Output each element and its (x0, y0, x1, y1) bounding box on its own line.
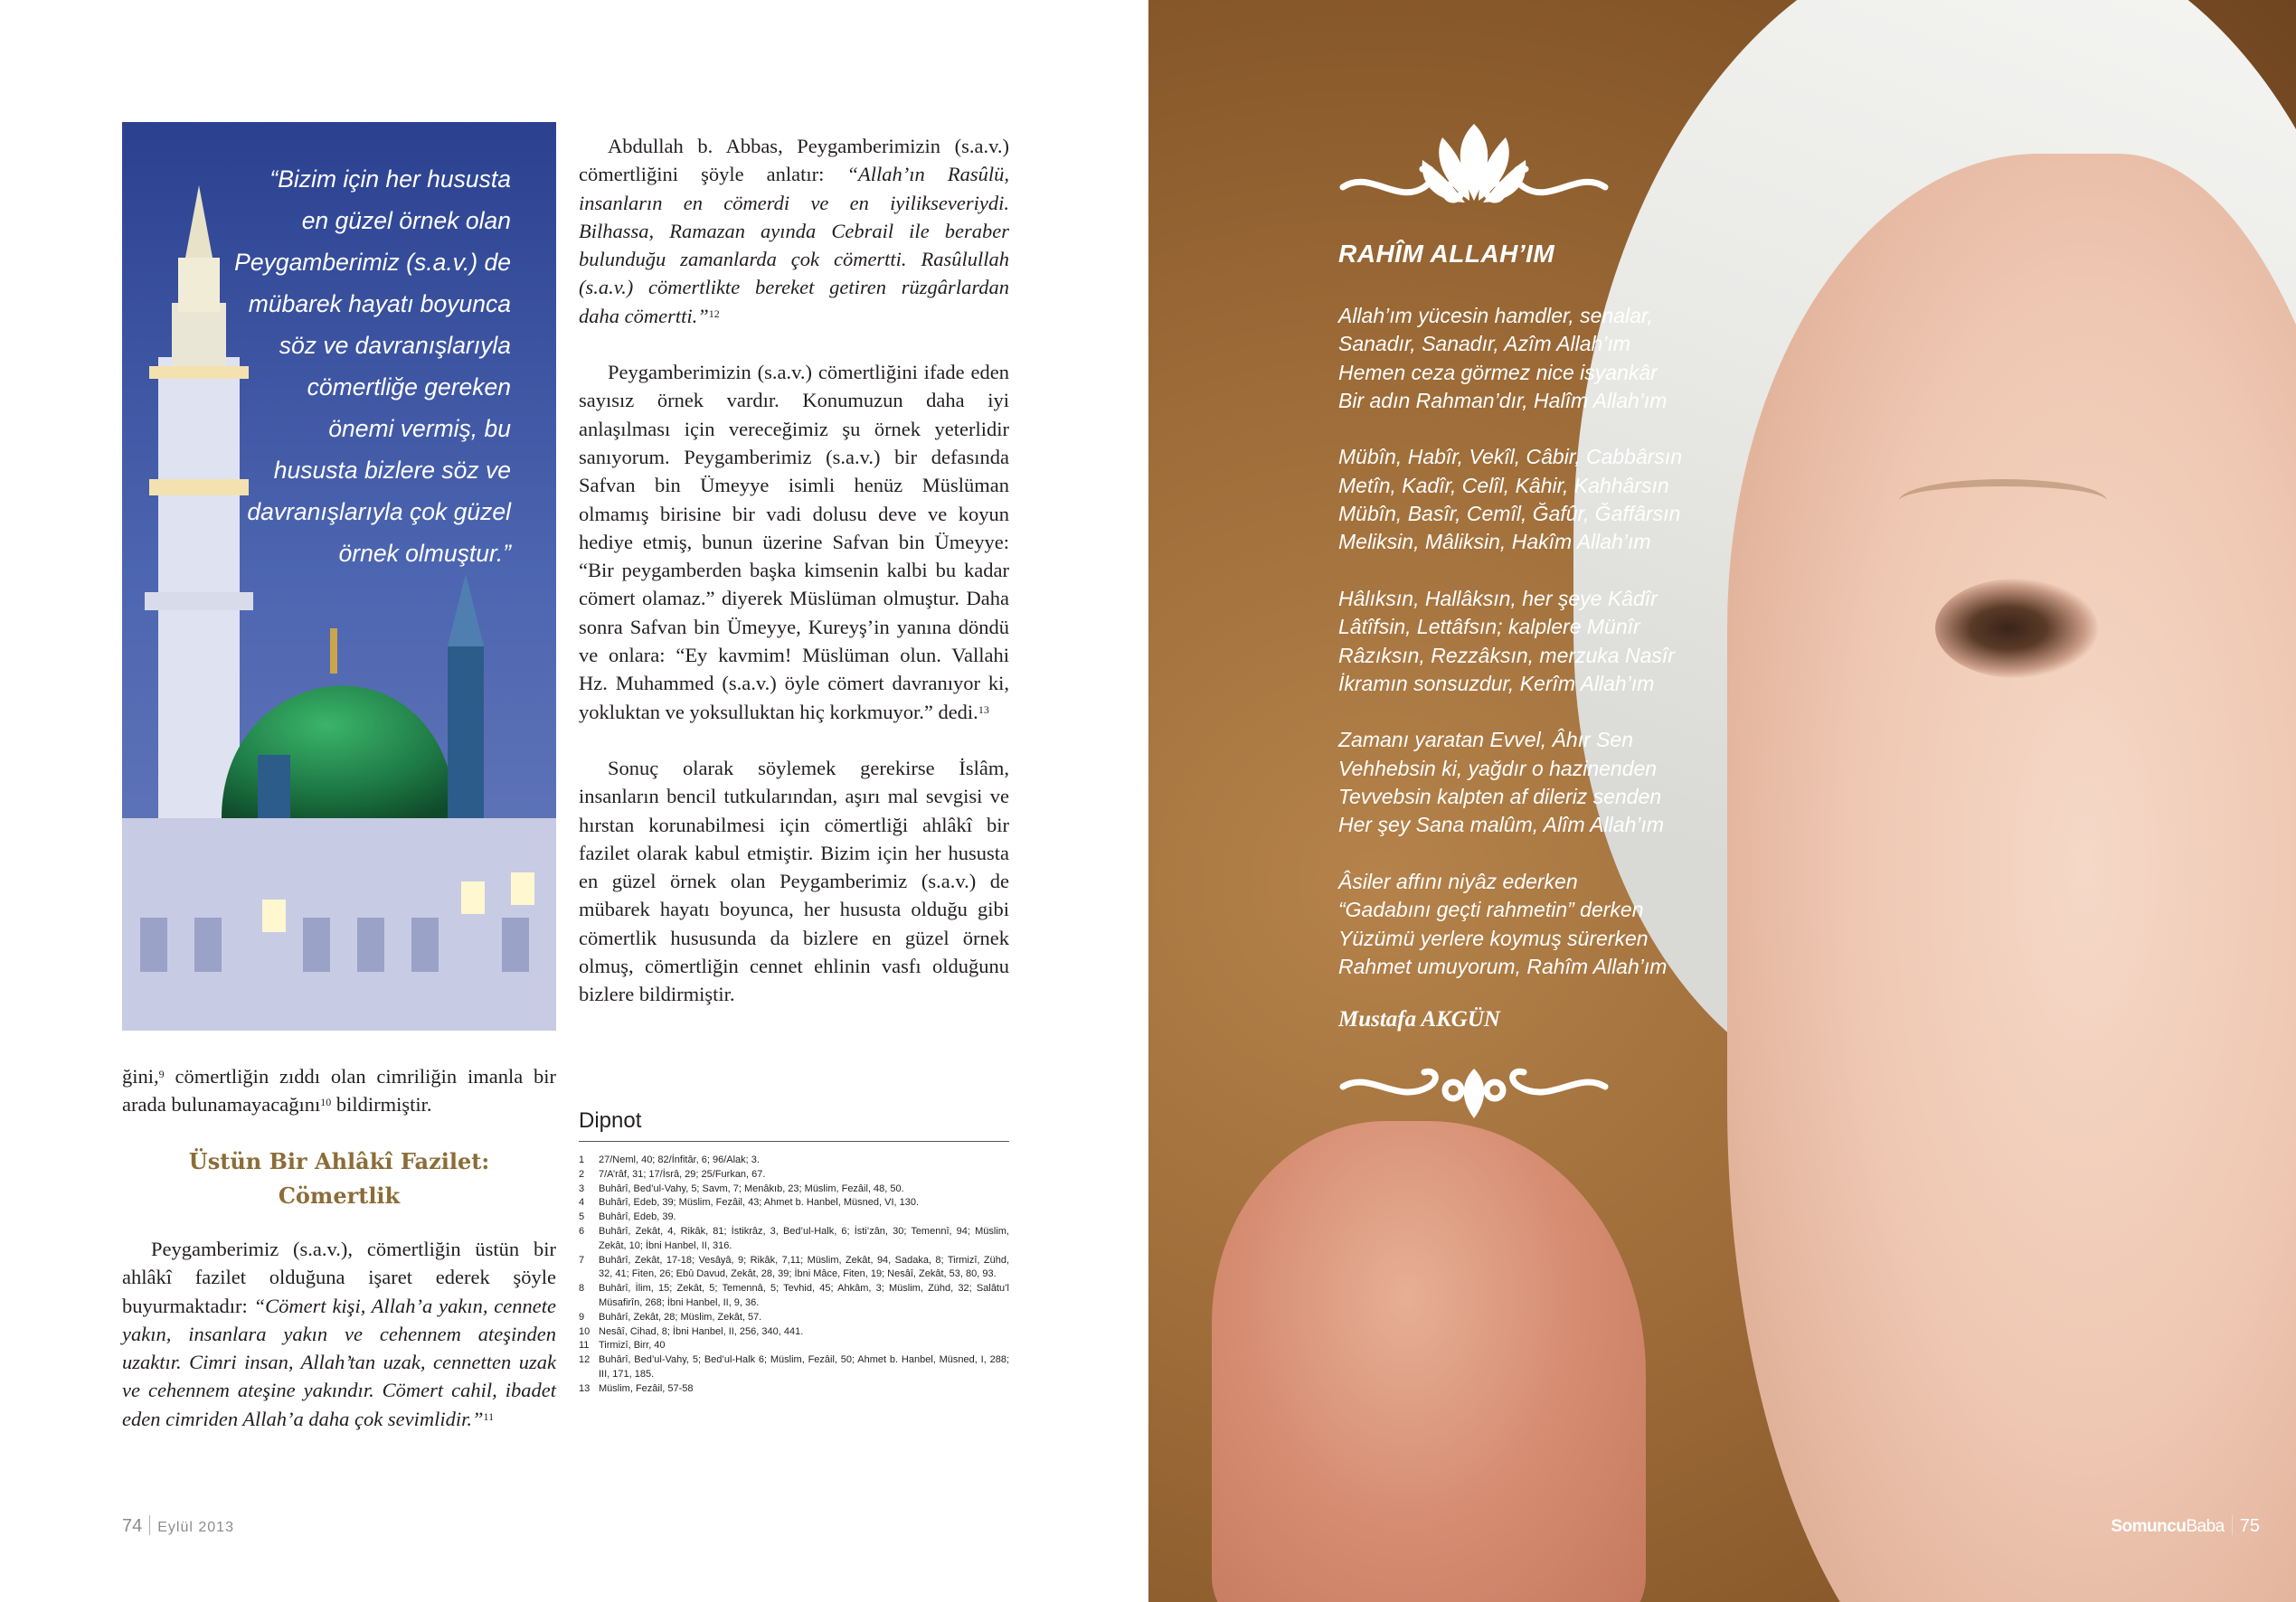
footnote-text: Buhârî, Zekât, 17-18; Vesâyâ, 9; Rikâk, 7,11; Müslim, Zekât, 94, Sadaka, 8; Tirmizî, Zühd, 32, 41; Fiten, 26; Ebû Davud, Zekât, 28, 39; İbni Mâce, Fiten, 19; Nesâî, Zekât, 53, 80, 93. (599, 1254, 1009, 1280)
poem-line: Hemen ceza görmez nice isyankâr (1338, 360, 1658, 384)
footnote-item (579, 1196, 1009, 1211)
mosque-photo (122, 122, 556, 1031)
footnote-number: 10 (579, 1325, 591, 1337)
footnote-text: Buhârî, Zekât, 4, Rikâk, 81; İstikrâz, 3, Bed’ul-Halk, 6; İsti’zân, 30; Temennî, 94; Müslim, Zekât, 10; İbni Hanbel, II, 316. (599, 1225, 1009, 1251)
paragraph-text: cömertliğin zıddı olan cimriliğin imanla bir arada bulunamayacağını (122, 1065, 556, 1117)
paragraph (122, 1062, 556, 1119)
poem-line: Tevvebsin kalpten af dileriz senden (1338, 785, 1662, 809)
poem-line: Zamanı yaratan Evvel, Âhır Sen (1338, 728, 1633, 752)
footnote-item (579, 1282, 1009, 1311)
right-page (1148, 0, 2296, 1602)
section-heading-line: Üstün Bir Ahlâkî Fazilet: (188, 1148, 490, 1174)
footnote-text: 7/A’râf, 31; 17/İsrâ, 29; 25/Furkan, 67. (599, 1168, 766, 1180)
footnote-item (579, 1211, 1009, 1225)
footnote-number: 9 (579, 1311, 585, 1323)
magazine-brand (2111, 1517, 2224, 1536)
poem-line: Rahmet umuyorum, Rahîm Allah’ım (1338, 954, 1668, 978)
folio-divider (2232, 1515, 2233, 1535)
poem-stanza (1338, 302, 1809, 415)
footnote-item (579, 1311, 1009, 1325)
poem-line: Mübîn, Habîr, Vekîl, Câbir, Cabbârsın (1338, 445, 1683, 469)
pull-quote-line: önemi vermiş, bu (328, 415, 511, 442)
footnote-ref: 9 (158, 1068, 165, 1080)
poem-line: Her şey Sana malûm, Alîm Allah’ım (1338, 813, 1665, 837)
paragraph (579, 358, 1009, 726)
poem-line: Vehhebsin ki, yağdır o hazinenden (1338, 756, 1658, 780)
poem-line: “Gadabını geçti rahmetin” derken (1338, 898, 1644, 922)
pull-quote-line: en güzel örnek olan (301, 207, 511, 234)
pull-quote-line: “Bizim için her hususta (269, 165, 511, 193)
eyebrow-image (1899, 479, 2107, 523)
footnote-item (579, 1339, 1009, 1353)
footnote-number: 3 (579, 1183, 585, 1194)
poem-line: Râzıksın, Rezzâksın, merzuka Nasîr (1338, 643, 1675, 667)
brand-part: Somuncu (2111, 1517, 2187, 1536)
footnotes-divider (579, 1141, 1009, 1142)
footnote-text: Buhârî, İlim, 15; Zekât, 5; Temennâ, 5; Tevhid, 45; Ahkâm, 3; Müslim, Zühd, 32; Salâtu’l Müsafirîn, 268; İbni Hanbel, II, 9, 36. (599, 1283, 1009, 1308)
poem-stanza (1338, 443, 1809, 556)
brand-part: Baba (2186, 1517, 2225, 1536)
footnote-item (579, 1225, 1009, 1254)
footnote-number: 2 (579, 1168, 585, 1180)
poem-stanza (1338, 868, 1809, 981)
footnote-text: Tirmizî, Birr, 40 (599, 1340, 666, 1352)
paragraph (579, 132, 1009, 330)
footnote-number: 4 (579, 1197, 585, 1209)
footnote-item (579, 1168, 1009, 1183)
poem-line: Hâlıksın, Hallâksın, her şeye Kâdîr (1338, 586, 1658, 610)
pull-quote-line: hususta bizlere söz ve (273, 457, 511, 484)
poem-line: Sanadır, Sanadır, Azîm Allah’ım (1338, 332, 1631, 356)
pull-quote-line: mübarek hayatı boyunca (248, 290, 511, 317)
poem-line: Bir adın Rahman’dır, Halîm Allah’ım (1338, 388, 1668, 412)
footnote-item (579, 1254, 1009, 1283)
paragraph-text: Peygamberimizin (s.a.v.) cömertliğini ifade eden sayısız örnek vardır. Konumuzun daha iyi anlaşılması için vereceğimiz şu örnek yeterlidir sanıyorum. Peygamberimiz (s.a.v.) bir defasında Safvan bin Ümeyye isimli henüz Müslüman olmamış birisine bir vadi dolusu deve ve koyun hediye etmiş, bunun üzerine Safvan bin Ümeyye: “Bir peygamberden başka kimsenin kalbi bu kadar cömert olamaz.” diyerek Müslüman olmuştur. Daha sonra Safvan bin Ümeyye, Kureyş’in yanına döndü ve onlara: “Ey kavmim! Müslüman olun. Vallahi Hz. Muhammed (s.a.v.) öyle cömert davranıyor ki, yokluktan ve yoksulluktan hiç korkmuyor.” dedi. (579, 361, 1009, 723)
eye-image (1935, 579, 2098, 678)
footnote-ref: 10 (320, 1096, 332, 1109)
footnote-number: 1 (579, 1154, 585, 1165)
paragraph-text: ğini, (122, 1065, 159, 1088)
pull-quote (203, 158, 511, 574)
footnote-text: Buhârî, Zekât, 28; Müslim, Zekât, 57. (599, 1311, 762, 1323)
footnote-item (579, 1353, 1009, 1382)
paragraph-text: Abdullah b. Abbas, Peygamberimizin (s.a.v.) cömertliğini şöyle anlatır: (579, 135, 1009, 186)
folio-divider (149, 1515, 150, 1535)
footnote-item (579, 1183, 1009, 1197)
hadith-quote: “Allah’ın Rasûlü, insanların en cömerdi ve en iyilikseveriydi. Bilhassa, Ramazan ayında Cebrail ile beraber bulunduğu zamanlarda çok cömertti. Rasûlullah (s.a.v.) cömertlikte bereket getiren rüzgârlardan daha cömertti.” (579, 163, 1009, 327)
footnote-item (579, 1325, 1009, 1340)
poem-line: Metîn, Kadîr, Celîl, Kâhir, Kahhârsın (1338, 473, 1669, 497)
footnote-number: 12 (579, 1354, 591, 1366)
footnotes-title: Dipnot (579, 1108, 642, 1133)
pull-quote-line: Peygamberimiz (s.a.v.) de (234, 249, 511, 276)
footnote-item (579, 1154, 1009, 1168)
section-body (122, 1235, 556, 1433)
footnote-number: 5 (579, 1211, 585, 1223)
footnote-item (579, 1382, 1009, 1397)
footnote-text: Buhârî, Edeb, 39. (599, 1211, 676, 1223)
pull-quote-line: örnek olmuştur.” (338, 540, 511, 567)
poem (1338, 302, 1809, 1009)
poem-line: Yüzümü yerlere koymuş sürerken (1338, 926, 1649, 950)
page-footer-right (2111, 1515, 2260, 1537)
poem-title: RAHÎM ALLAH’IM (1338, 240, 1555, 268)
paragraph: Sonuç olarak söylemek gerekirse İslâm, insanların bencil tutkularından, aşırı mal sevgisi ve hırstan korunabilmesi için cömertliği ahlâkî bir fazilet olarak kabul etmiştir. Bizim için her hususta en güzel örnek olan Peygamberimiz (s.a.v.) de mübarek hayatı boyunca, her hususta olduğu gibi cömertlik hususunda da bizlere en güzel örnek olmuş, cömertliğin cennet ehlinin vasfı olduğunu bizlere bildirmiştir. (579, 756, 1009, 1006)
footnotes-list (579, 1154, 1009, 1397)
poem-stanza (1338, 585, 1809, 698)
pull-quote-line: davranışlarıyla çok güzel (247, 498, 511, 525)
ornament-bottom-icon (1334, 1060, 1614, 1123)
poem-line: Âsiler affını niyâz ederken (1338, 869, 1578, 893)
issue-date: Eylül 2013 (157, 1520, 234, 1535)
footnote-number: 6 (579, 1225, 585, 1237)
poem-author: Mustafa AKGÜN (1338, 1007, 1500, 1032)
paragraph-text: bildirmiştir. (331, 1093, 432, 1117)
footnote-number: 7 (579, 1254, 585, 1266)
footnote-text: Buhârî, Edeb, 39; Müslim, Fezâil, 43; Ahmet b. Hanbel, Müsned, VI, 130. (599, 1197, 920, 1209)
hadith-quote: “Cömert kişi, Allah’a yakın, cennete yakın, insanlara yakın ve cehennem ateşinden uzaktır. Cimri insan, Allah’tan uzak, cennetten uzak ve cehennem ateşine yakındır. Cömert cahil, ibadet eden cimriden Allah’a daha çok sevimlidir.” (122, 1294, 557, 1430)
section-heading (122, 1145, 556, 1213)
page-footer-left (122, 1515, 234, 1537)
poem-stanza (1338, 726, 1809, 839)
ornament-top-icon (1334, 119, 1614, 219)
page-number: 75 (2239, 1516, 2260, 1536)
footnote-text: Buhârî, Bed’ul-Vahy, 5; Savm, 7; Menâkıb, 23; Müslim, Fezâil, 48, 50. (599, 1183, 904, 1194)
poem-line: Allah’ım yücesin hamdler, senalar, (1338, 304, 1653, 327)
paragraph-text: Peygamberimiz (s.a.v.), cömertliğin üstün bir ahlâkî fazilet olduğuna işaret ederek şöyle buyurmaktadır: (122, 1238, 556, 1317)
footnote-text: 27/Neml, 40; 82/İnfitâr, 6; 96/Alak; 3. (599, 1154, 760, 1165)
pull-quote-line: söz ve davranışlarıyla (279, 332, 511, 359)
left-column-continuation (122, 1062, 556, 1119)
poem-line: İkramın sonsuzdur, Kerîm Allah’ım (1338, 671, 1655, 695)
poem-line: Mübîn, Basîr, Cemîl, Ğafûr, Ğaffârsın (1338, 502, 1681, 526)
footnote-number: 11 (579, 1340, 590, 1352)
section-heading-line: Cömertlik (278, 1183, 401, 1209)
paragraph (122, 1235, 556, 1433)
footnote-number: 8 (579, 1283, 585, 1295)
footnote-text: Buhârî, Bed’ul-Vahy, 5; Bed’ul-Halk 6; Müslim, Fezâil, 50; Ahmet b. Hanbel, Müsned, I, 288; III, 171, 185. (599, 1354, 1009, 1380)
footnote-ref: 13 (978, 702, 989, 716)
footnote-ref: 12 (708, 306, 720, 320)
praying-hands-image (1212, 1121, 1646, 1602)
poem-line: Meliksin, Mâliksin, Hakîm Allah’ım (1338, 530, 1651, 554)
footnote-text: Müslim, Fezâil, 57-58 (599, 1382, 694, 1394)
footnote-number: 13 (579, 1382, 591, 1394)
poem-line: Lâtîfsin, Lettâfsın; kalplere Münîr (1338, 615, 1640, 639)
footnote-ref: 11 (483, 1409, 495, 1423)
child-face-image (1727, 154, 2296, 1602)
pull-quote-line: cömertliğe gereken (307, 373, 511, 400)
page-number: 74 (122, 1516, 143, 1536)
footnote-text: Nesâî, Cihad, 8; İbni Hanbel, II, 256, 340, 441. (599, 1325, 804, 1337)
middle-column (579, 132, 1009, 1009)
